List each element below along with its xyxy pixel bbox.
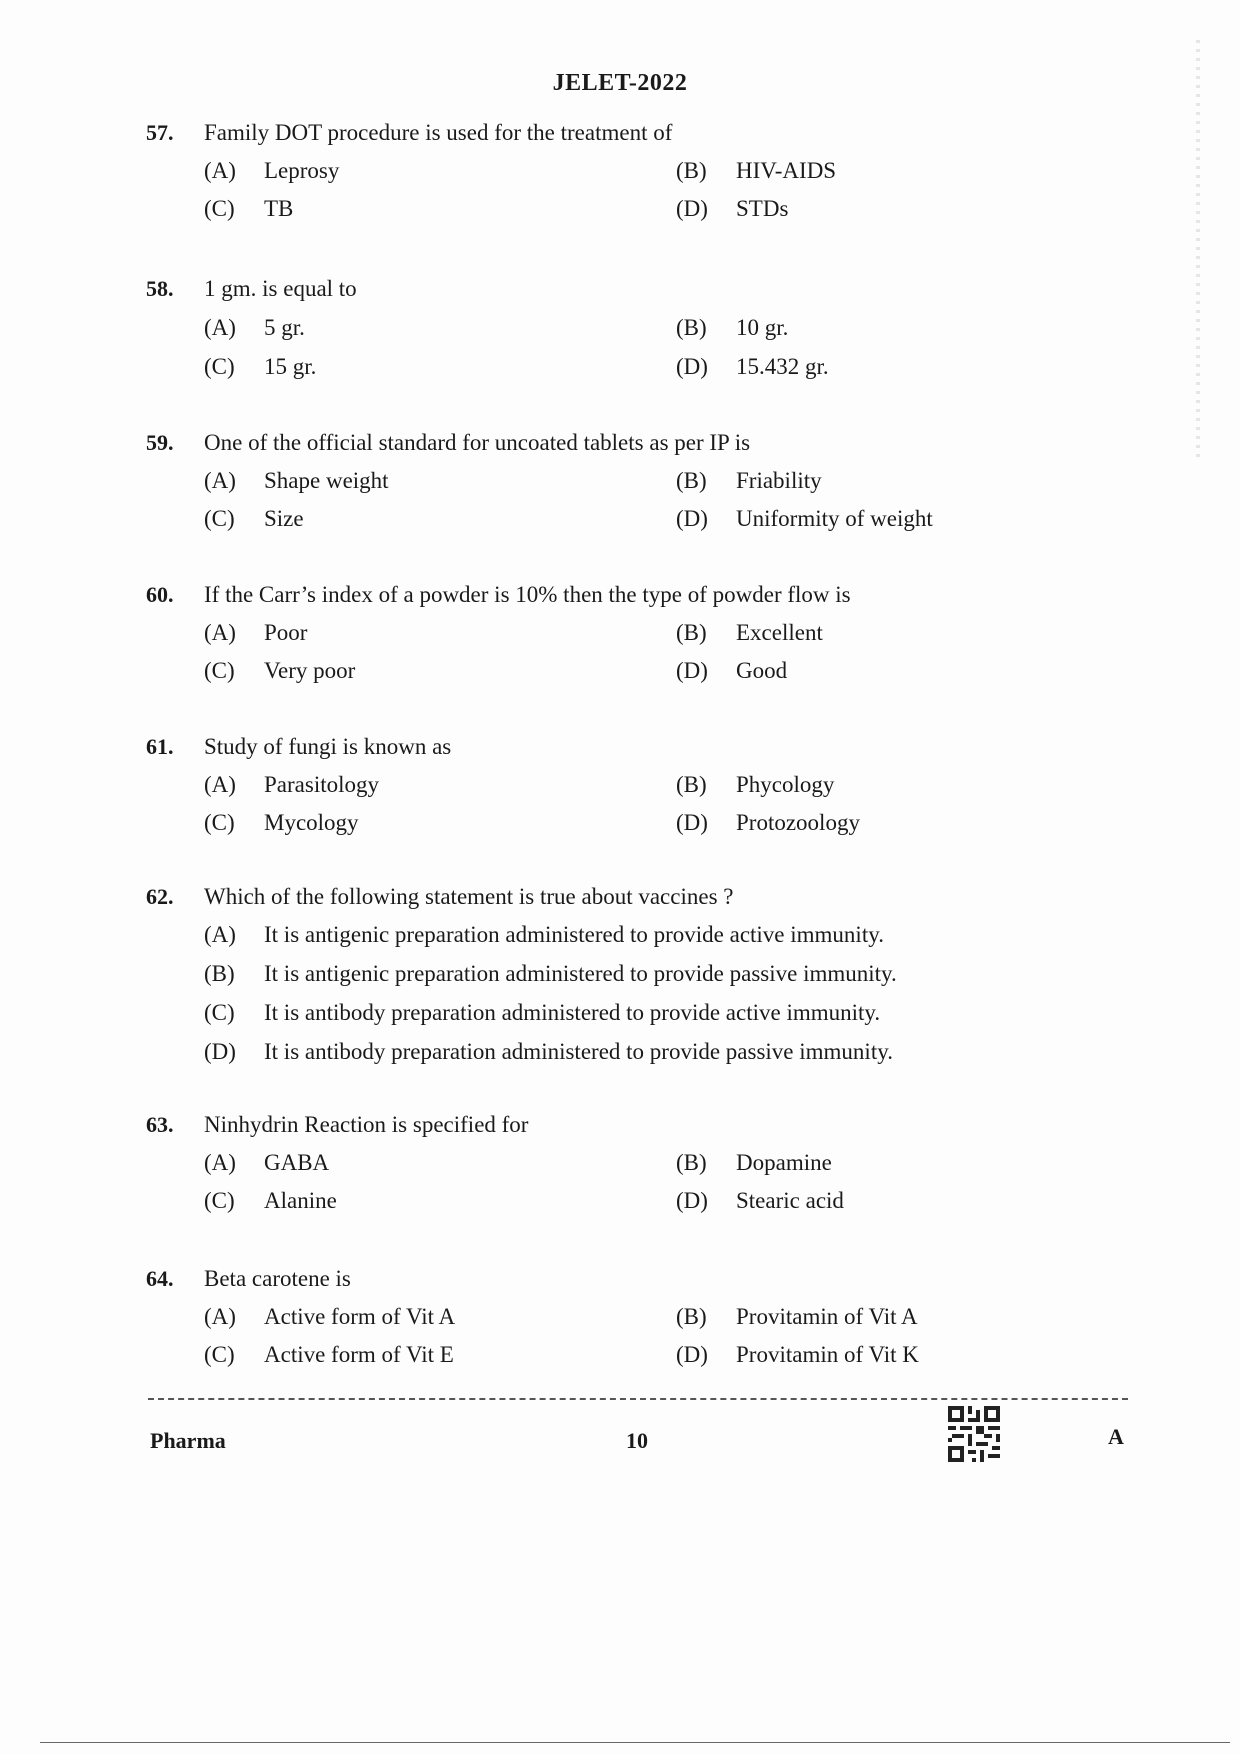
question-number: 58. <box>146 276 174 301</box>
question-text: Beta carotene is <box>204 1266 351 1291</box>
option-text: 5 gr. <box>264 315 305 340</box>
option-b <box>676 1304 918 1330</box>
option-b <box>676 1150 832 1176</box>
option-letter: (B) <box>676 620 707 645</box>
option-letter: (D) <box>676 354 708 379</box>
option-letter: (D) <box>676 196 708 221</box>
option-text: 10 gr. <box>736 315 789 340</box>
option-text: Stearic acid <box>736 1188 844 1213</box>
option-a <box>204 1304 455 1330</box>
question-text: Which of the following statement is true about vaccines ? <box>204 884 734 909</box>
option-text: It is antigenic preparation administered to provide active immunity. <box>264 922 884 947</box>
footer-divider <box>148 1398 1128 1400</box>
option-text: Alanine <box>264 1188 337 1213</box>
option-text: TB <box>264 196 294 221</box>
option-text: Poor <box>264 620 308 645</box>
question-text: Ninhydrin Reaction is specified for <box>204 1112 529 1137</box>
option-text: 15 gr. <box>264 354 317 379</box>
question-text: One of the official standard for uncoated tablets as per IP is <box>204 430 751 455</box>
option-c <box>204 658 355 684</box>
option-d <box>676 354 829 380</box>
option-d <box>676 196 788 222</box>
option-a <box>204 1150 329 1176</box>
option-text: 15.432 gr. <box>736 354 829 379</box>
bottom-edge-line <box>40 1742 1230 1743</box>
option-b <box>676 468 822 494</box>
option-d <box>676 658 787 684</box>
option-b <box>676 772 834 798</box>
option-text: Phycology <box>736 772 835 797</box>
option-text: Dopamine <box>736 1150 832 1175</box>
page-number: 10 <box>626 1428 648 1453</box>
option-text: HIV-AIDS <box>736 158 837 183</box>
question-number: 60. <box>146 582 174 607</box>
option-text: Leprosy <box>264 158 340 183</box>
question-number: 57. <box>146 120 174 145</box>
option-letter: (A) <box>204 315 236 340</box>
option-letter: (B) <box>676 1304 707 1329</box>
option-text: Size <box>264 506 304 531</box>
option-c <box>204 1188 337 1214</box>
option-text: Protozoology <box>736 810 860 835</box>
option-letter: (D) <box>676 658 708 683</box>
option-text: Mycology <box>264 810 359 835</box>
option-a <box>204 922 884 948</box>
option-text: Friability <box>736 468 822 493</box>
option-b <box>676 315 788 341</box>
option-letter: (C) <box>204 196 235 221</box>
option-text: Provitamin of Vit A <box>736 1304 918 1329</box>
question-number: 62. <box>146 884 174 909</box>
option-text: Excellent <box>736 620 823 645</box>
option-letter: (A) <box>204 772 236 797</box>
question-number: 63. <box>146 1112 174 1137</box>
qr-code-icon <box>948 1406 1000 1462</box>
option-b <box>676 620 823 646</box>
option-text: Uniformity of weight <box>736 506 933 531</box>
option-d <box>676 506 933 532</box>
option-text: Parasitology <box>264 772 379 797</box>
subject-label: Pharma <box>150 1428 226 1453</box>
option-letter: (A) <box>204 468 236 493</box>
option-c <box>204 1000 880 1026</box>
option-text: It is antibody preparation administered to provide passive immunity. <box>264 1039 893 1064</box>
option-letter: (B) <box>204 961 235 986</box>
option-letter: (C) <box>204 1000 235 1025</box>
option-a <box>204 468 389 494</box>
option-c <box>204 196 293 222</box>
option-letter: (D) <box>676 1342 708 1367</box>
option-d <box>676 1188 844 1214</box>
option-letter: (B) <box>676 468 707 493</box>
option-letter: (D) <box>676 1188 708 1213</box>
option-text: Very poor <box>264 658 356 683</box>
option-letter: (C) <box>204 354 235 379</box>
option-text: Active form of Vit E <box>264 1342 454 1367</box>
question-text: 1 gm. is equal to <box>204 276 357 301</box>
option-a <box>204 315 305 341</box>
option-text: STDs <box>736 196 789 221</box>
question-number: 64. <box>146 1266 174 1291</box>
option-c <box>204 506 304 532</box>
option-d <box>676 810 860 836</box>
option-b <box>676 158 836 184</box>
option-text: GABA <box>264 1150 330 1175</box>
option-b <box>204 961 897 987</box>
option-letter: (B) <box>676 158 707 183</box>
option-letter: (B) <box>676 772 707 797</box>
option-letter: (C) <box>204 810 235 835</box>
question-text: Family DOT procedure is used for the treatment of <box>204 120 673 145</box>
option-letter: (C) <box>204 506 235 531</box>
option-letter: (A) <box>204 1150 236 1175</box>
question-number: 61. <box>146 734 174 759</box>
option-d <box>204 1039 893 1065</box>
option-text: Good <box>736 658 788 683</box>
option-letter: (A) <box>204 620 236 645</box>
option-letter: (D) <box>676 506 708 531</box>
scan-edge-artifact <box>1196 40 1200 460</box>
option-text: It is antigenic preparation administered to provide passive immunity. <box>264 961 897 986</box>
question-text: If the Carr’s index of a powder is 10% then the type of powder flow is <box>204 582 851 607</box>
option-letter: (B) <box>676 1150 707 1175</box>
option-letter: (C) <box>204 658 235 683</box>
option-letter: (B) <box>676 315 707 340</box>
option-c <box>204 1342 454 1368</box>
option-a <box>204 620 307 646</box>
option-letter: (C) <box>204 1188 235 1213</box>
question-number: 59. <box>146 430 174 455</box>
option-letter: (D) <box>676 810 708 835</box>
option-text: Provitamin of Vit K <box>736 1342 919 1367</box>
set-code: A <box>1108 1424 1124 1449</box>
option-d <box>676 1342 919 1368</box>
option-text: It is antibody preparation administered to provide active immunity. <box>264 1000 881 1025</box>
option-letter: (D) <box>204 1039 236 1064</box>
option-letter: (A) <box>204 922 236 947</box>
exam-title: JELET-2022 <box>552 70 688 96</box>
option-text: Shape weight <box>264 468 389 493</box>
option-c <box>204 354 316 380</box>
option-letter: (A) <box>204 158 236 183</box>
option-letter: (C) <box>204 1342 235 1367</box>
option-a <box>204 158 339 184</box>
option-letter: (A) <box>204 1304 236 1329</box>
option-c <box>204 810 359 836</box>
option-a <box>204 772 379 798</box>
option-text: Active form of Vit A <box>264 1304 456 1329</box>
question-text: Study of fungi is known as <box>204 734 452 759</box>
